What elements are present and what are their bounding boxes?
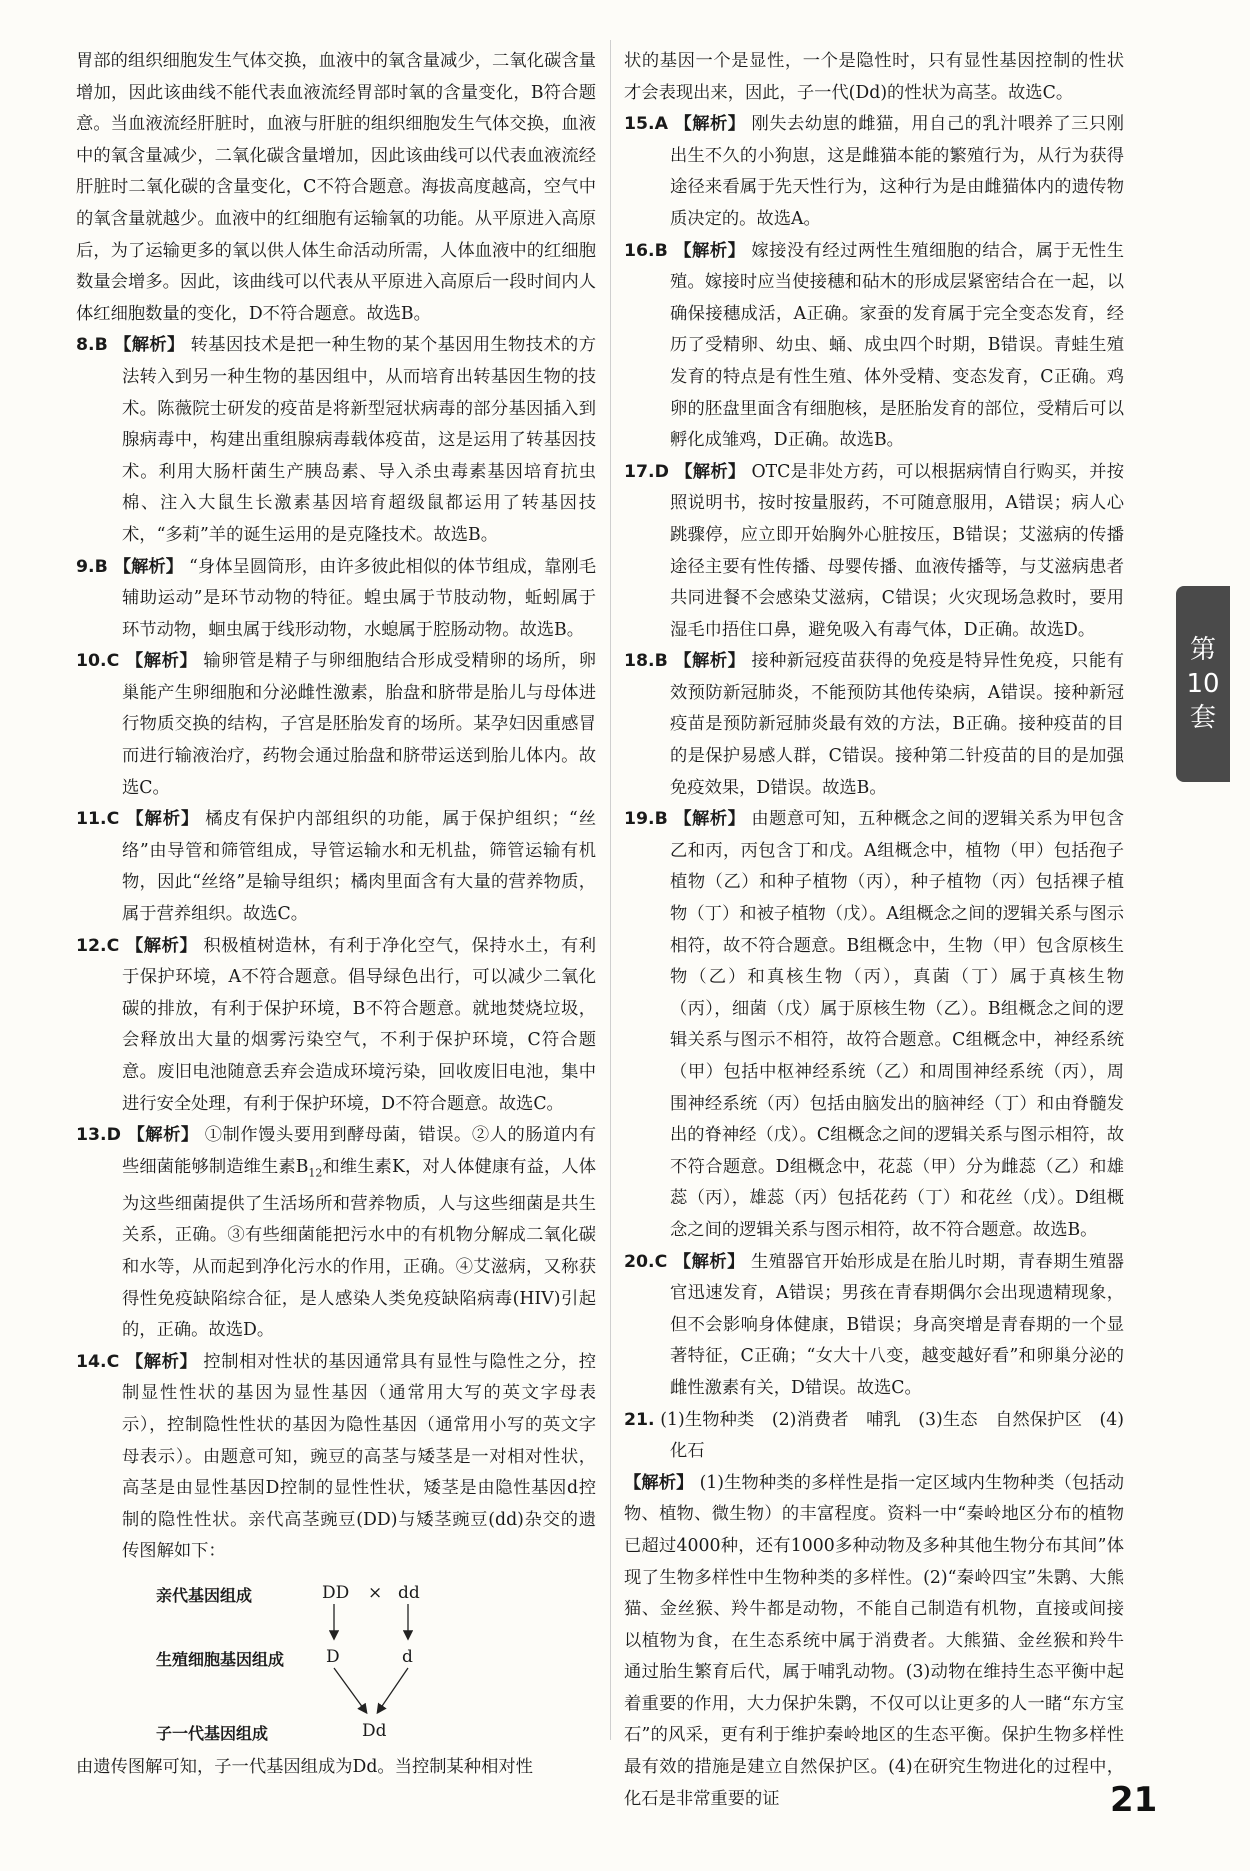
answer-item-20 — [624, 1247, 1124, 1405]
item-text: 控制相对性状的基因通常具有显性与隐性之分，控制显性性状的基因为显性基因（通常用大写的英文字母表示），控制隐性性状的基因为隐性基因（通常用小写的英文字母表示）。由题意可知，豌豆的高茎与矮茎是一对相对性状，高茎是由显性基因D控制的显性性状，矮茎是由隐性基因d控制的隐性性状。亲代高茎豌豆(DD)与矮茎豌豆(dd)杂交的遗传图解如下： — [122, 1351, 596, 1562]
item-number: 20.C — [624, 1251, 668, 1272]
item-text: “身体呈圆筒形，由许多彼此相似的体节组成，靠刚毛辅助运动”是环节动物的特征。蝗虫属于节肢动物，蚯蚓属于环节动物，蛔虫属于线形动物，水螅属于腔肠动物。故选B。 — [122, 556, 596, 640]
answer-item-12 — [76, 931, 596, 1121]
answer-item-10 — [76, 646, 596, 804]
parent-genotype-1: DD — [322, 1582, 350, 1603]
item-text-continued: 和维生素K，对人体健康有益，人体为这些细菌提供了生活场所和营养物质，人与这些细菌是共生关系，正确。③有些细菌能把污水中的有机物分解成二氧化碳和水等，从而起到净化污水的作用，正确。④艾滋病，又称获得性免疫缺陷综合征，是人感染人类免疫缺陷病毒(HIV)引起的，正确。故选D。 — [122, 1156, 596, 1341]
item-text: ①制作馒头要用到酵母菌，错误。②人的肠道内有些细菌能够制造维生素B — [122, 1125, 596, 1177]
item-text: 生殖器官开始形成是在胎儿时期，青春期生殖器官迅速发育，A错误；男孩在青春期偶尔会出现遗精现象，但不会影响身体健康，B错误；身高突增是青春期的一个显著特征，C正确；“女大十八变，越变越好看”和卵巢分泌的雌性激素有关，D错误。故选C。 — [670, 1251, 1124, 1398]
analysis-tag: 【解析】 — [673, 1251, 745, 1272]
item-text: 输卵管是精子与卵细胞结合形成受精卵的场所，卵巢能产生卵细胞和分泌雌性激素，胎盘和脐带是胎儿与母体进行物质交换的结构，子宫是胚胎发育的场所。某孕妇因重感冒而进行输液治疗，药物会通过胎盘和脐带运送到胎儿体内。故选C。 — [122, 651, 596, 798]
answer-item-9 — [76, 552, 596, 647]
item-text: 积极植树造林，有利于净化空气，保持水土，有利于保护环境，A不符合题意。倡导绿色出行，可以减少二氧化碳的排放，有利于保护环境，B不符合题意。就地焚烧垃圾，会释放出大量的烟雾污染空气，不利于保护环境，C符合题意。废旧电池随意丢弃会造成环境污染，回收废旧电池，集中进行安全处理，有利于保护环境，D不符合题意。故选C。 — [122, 935, 596, 1114]
analysis-tag: 【解析】 — [624, 1472, 694, 1493]
cross-arrows — [76, 1574, 496, 1748]
item-text: 由题意可知，五种概念之间的逻辑关系为甲包含乙和丙，丙包含丁和戊。A组概念中，植物（甲）包括孢子植物（乙）和种子植物（丙），种子植物（丙）包括裸子植物（丁）和被子植物（戊）。A组概念之间的逻辑关系与图示相符，故不符合题意。B组概念中，生物（甲）包含原核生物（乙）和真核生物（丙），真菌（丁）属于真核生物（丙），细菌（戊）属于原核生物（乙）。B组概念之间的逻辑关系与图示不相符，故符合题意。C组概念中，神经系统（甲）包括中枢神经系统（乙）和周围神经系统（丙），周围神经系统（丙）包括由脑发出的脑神经（丁）和由脊髓发出的脊神经（戊）。C组概念之间的逻辑关系与图示相符，故不符合题意。D组概念中，花蕊（甲）分为雌蕊（乙）和雄蕊（丙），雄蕊（丙）包括花药（丁）和花丝（戊）。D组概念之间的逻辑关系与图示相符，故不符合题意。故选B。 — [670, 809, 1124, 1240]
item-number: 21. — [624, 1409, 655, 1430]
answer-item-13 — [76, 1120, 596, 1347]
item-number: 15.A — [624, 114, 668, 135]
analysis-tag: 【解析】 — [673, 809, 746, 830]
item-number: 13.D — [76, 1125, 121, 1146]
item-text: OTC是非处方药，可以根据病情自行购买，并按照说明书，按时按量服药，不可随意服用，A错误；病人心跳骤停，应立即开始胸外心脏按压，B错误；艾滋病的传播途径主要有性传播、母婴传播、血液传播等，与艾滋病患者共同进餐不会感染艾滋病，C错误；火灾现场急救时，要用湿毛巾捂住口鼻，避免吸入有毒气体，D正确。故选D。 — [670, 461, 1124, 640]
paragraph-continued: 胃部的组织细胞发生气体交换，血液中的氧含量减少，二氧化碳含量增加，因此该曲线不能代表血液流经胃部时氧的含量变化，B符合题意。当血液流经肝脏时，血液与肝脏的组织细胞发生气体交换，血液中的氧含量减少，二氧化碳含量增加，因此该曲线可以代表血液流经肝脏时二氧化碳的含量变化，C不符合题意。海拔高度越高，空气中的氧含量就越少。血液中的红细胞有运输氧的功能。从平原进入高原后，为了运输更多的氧以供人体生命活动所需，人体血液中的红细胞数量会增多。因此，该曲线可以代表从平原进入高原后一段时间内人体红细胞数量的变化，D不符合题意。故选B。 — [76, 51, 596, 324]
analysis-tag: 【解析】 — [673, 240, 746, 261]
analysis-tag: 【解析】 — [674, 461, 746, 482]
column-divider — [610, 40, 611, 1740]
gamete-2: d — [402, 1646, 413, 1667]
analysis-tag: 【解析】 — [113, 335, 185, 356]
paragraph-diagram-conclusion: 由遗传图解可知，子一代基因组成为Dd。当控制某种相对性 — [76, 1756, 533, 1777]
subscript: 12 — [308, 1166, 323, 1180]
answer-item-18 — [624, 646, 1124, 804]
item-number: 9.B — [76, 556, 108, 577]
answer-item-8 — [76, 330, 596, 551]
answer-item-21 — [624, 1405, 1124, 1468]
answer-item-21-analysis — [624, 1468, 1124, 1816]
item-number: 11.C — [76, 809, 120, 830]
analysis-tag: 【解析】 — [125, 935, 198, 956]
analysis-tag: 【解析】 — [113, 556, 184, 577]
item-number: 8.B — [76, 335, 108, 356]
row-label-parents: 亲代基因组成 — [156, 1585, 253, 1605]
left-column — [76, 46, 596, 1784]
item-text: (1)生物种类的多样性是指一定区域内生物种类（包括动物、植物、微生物）的丰富程度。资料一中“秦岭地区分布的植物已超过4000种，还有1000多种动物及多种其他生物分布其间”体现了生物多样性中生物种类的多样性。(2)“秦岭四宝”朱鹮、大熊猫、金丝猴、羚牛都是动物，不能自己制造有机物，直接或间接以植物为食，在生态系统中属于消费者。大熊猫、金丝猴和羚牛通过胎生繁育后代，属于哺乳动物。(3)动物在维持生态平衡中起着重要的作用，大力保护朱鹮，不仅可以让更多的人一睹“东方宝石”的风采，更有利于维护秦岭地区的生态平衡。保护生物多样性最有效的措施是建立自然保护区。(4)在研究生物进化的过程中，化石是非常重要的证 — [624, 1472, 1124, 1809]
item-text: 刚失去幼崽的雌猫，用自己的乳汁喂养了三只刚出生不久的小狗崽，这是雌猫本能的繁殖行为，从行为获得途径来看属于先天性行为，这种行为是由雌猫体内的遗传物质决定的。故选A。 — [670, 114, 1124, 229]
row-label-offspring: 子一代基因组成 — [156, 1723, 269, 1743]
cross-symbol: × — [368, 1582, 383, 1603]
parent-genotype-2: dd — [398, 1582, 420, 1603]
analysis-tag: 【解析】 — [673, 651, 746, 672]
item-number: 12.C — [76, 935, 120, 956]
analysis-tag: 【解析】 — [125, 809, 200, 830]
side-tab-number: 10 — [1186, 669, 1220, 699]
item-number: 14.C — [76, 1351, 120, 1372]
answer-item-14 — [76, 1347, 596, 1568]
item-text: 转基因技术是把一种生物的某个基因用生物技术的方法转入到另一种生物的基因组中，从而培育出转基因生物的技术。陈薇院士研发的疫苗是将新型冠状病毒的部分基因插入到腺病毒中，构建出重组腺病毒载体疫苗，这是运用了转基因技术。利用大肠杆菌生产胰岛素、导入杀虫毒素基因培育抗虫棉、注入大鼠生长激素基因培育超级鼠都运用了转基因技术，“多莉”羊的诞生运用的是克隆技术。故选B。 — [122, 335, 596, 545]
item-number: 19.B — [624, 809, 668, 830]
genetic-cross-diagram — [76, 1574, 596, 1748]
answer-item-17 — [624, 457, 1124, 647]
right-column — [624, 46, 1124, 1815]
side-tab-char-2: 套 — [1189, 703, 1216, 733]
answer-item-19 — [624, 804, 1124, 1246]
item-number: 10.C — [76, 651, 120, 672]
side-tab-char-1: 第 — [1189, 635, 1216, 665]
paragraph-continued: 状的基因一个是显性，一个是隐性时，只有显性基因控制的性状才会表现出来，因此，子一代(Dd)的性状为高茎。故选C。 — [624, 51, 1124, 103]
answer-item-16 — [624, 236, 1124, 457]
answer-item-15 — [624, 109, 1124, 235]
arrow-converge-left — [334, 1668, 366, 1712]
item-text: 接种新冠疫苗获得的免疫是特异性免疫，只能有效预防新冠肺炎，不能预防其他传染病，A错误。接种新冠疫苗是预防新冠肺炎最有效的方法，B正确。接种疫苗的目的是保护易感人群，C错误。接种第二针疫苗的目的是加强免疫效果，D错误。故选B。 — [670, 651, 1124, 798]
analysis-tag: 【解析】 — [125, 651, 198, 672]
analysis-tag: 【解析】 — [126, 1125, 199, 1146]
row-label-gametes: 生殖细胞基因组成 — [156, 1649, 285, 1669]
page-number: 21 — [1110, 1780, 1158, 1820]
arrow-converge-right — [378, 1668, 408, 1712]
offspring-genotype: Dd — [362, 1720, 387, 1741]
analysis-tag: 【解析】 — [125, 1351, 198, 1372]
item-text: 橘皮有保护内部组织的功能，属于保护组织；“丝络”由导管和筛管组成，导管运输水和无机盐，筛管运输有机物，因此“丝络”是输导组织；橘肉里面含有大量的营养物质，属于营养组织。故选C。 — [122, 809, 596, 925]
item-number: 18.B — [624, 651, 668, 672]
answer-item-11 — [76, 804, 596, 930]
chapter-side-tab — [1176, 586, 1230, 782]
answer-summary: (1)生物种类 (2)消费者 哺乳 (3)生态 自然保护区 (4)化石 — [660, 1409, 1124, 1462]
analysis-tag: 【解析】 — [674, 114, 746, 135]
item-number: 16.B — [624, 240, 668, 261]
item-text: 嫁接没有经过两性生殖细胞的结合，属于无性生殖。嫁接时应当使接穗和砧木的形成层紧密结合在一起，以确保接穗成活，A正确。家蚕的发育属于完全变态发育，经历了受精卵、幼虫、蛹、成虫四个时期，B错误。青蛙生殖发育的特点是有性生殖、体外受精、变态发育，C正确。鸡卵的胚盘里面含有细胞核，是胚胎发育的部位，受精后可以孵化成雏鸡，D正确。故选B。 — [670, 240, 1124, 451]
gamete-1: D — [326, 1646, 340, 1667]
item-number: 17.D — [624, 461, 669, 482]
